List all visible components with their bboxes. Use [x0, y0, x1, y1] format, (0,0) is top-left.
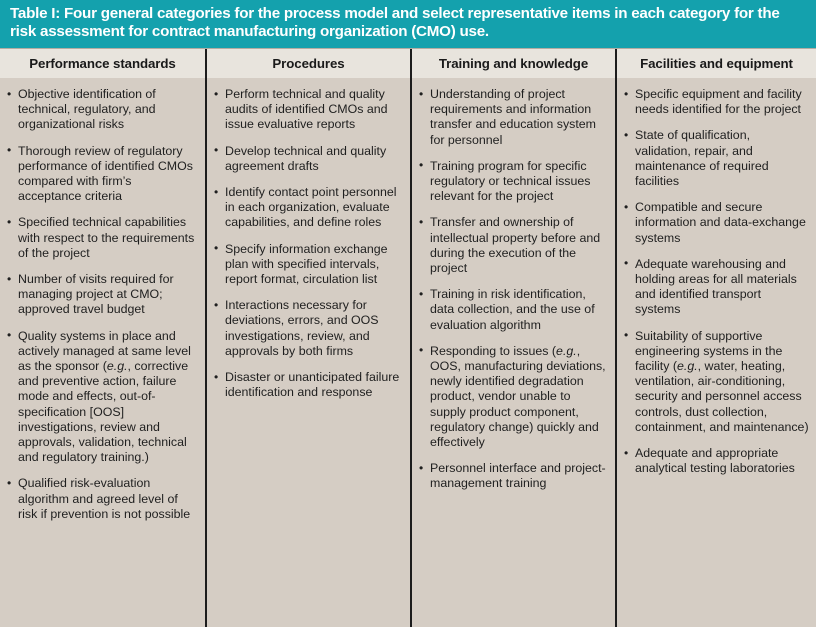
- bullet-item: • Perform technical and quality audits of identified CMOs and issue evaluative reports: [214, 87, 403, 133]
- bullet-item: • Specific equipment and facility needs identified for the project: [624, 87, 809, 117]
- bullet-item: • Number of visits required for managing project at CMO; approved travel budget: [7, 272, 198, 318]
- bullet-item: • Compatible and secure information and data-exchange systems: [624, 200, 809, 246]
- bullet-item: • Responding to issues (e.g., OOS, manufacturing deviations, newly identified degradation product, vendor unable to supply product component, regulatory change) quickly and effectively: [419, 344, 608, 450]
- column-body-facilities-and-equipment: [615, 78, 816, 627]
- bullet-list: [7, 87, 198, 522]
- bullet-item: • Objective identification of technical, regulatory, and organizational risks: [7, 87, 198, 133]
- bullet-item: • Suitability of supportive engineering systems in the facility (e.g., water, heating, ventilation, air-conditioning, security and personnel access controls, dust collection, containment, and maintenance): [624, 329, 809, 435]
- column-header-procedures: [205, 49, 410, 78]
- column-header-label: Procedures: [272, 56, 345, 71]
- bullet-item: • Specify information exchange plan with specified intervals, report format, circulation list: [214, 242, 403, 288]
- bullet-item: • State of qualification, validation, repair, and maintenance of required facilities: [624, 128, 809, 189]
- bullet-item: • Personnel interface and project-management training: [419, 461, 608, 491]
- bullet-item: • Training program for specific regulatory or technical issues relevant for the project: [419, 159, 608, 205]
- column-body-procedures: [205, 78, 410, 627]
- column-header-facilities-and-equipment: [615, 49, 816, 78]
- table-title: Table I: Four general categories for the process model and select representative items in each category for the risk assessment for contract manufacturing organization (CMO) use.: [10, 5, 780, 41]
- column-header-label: Performance standards: [29, 56, 176, 71]
- bullet-item: • Disaster or unanticipated failure identification and response: [214, 370, 403, 400]
- bullet-item: • Develop technical and quality agreement drafts: [214, 144, 403, 174]
- table-header-row: [0, 48, 816, 78]
- column-header-performance-standards: [0, 49, 205, 78]
- bullet-item: • Adequate and appropriate analytical testing laboratories: [624, 446, 809, 476]
- column-header-label: Training and knowledge: [438, 56, 589, 71]
- bullet-list: [419, 87, 608, 492]
- bullet-item: • Quality systems in place and actively managed at same level as the sponsor (e.g., corrective and preventive action, failure mode and effects, out-of-specification [OOS] investigations, review and approvals, validation, technical and regulatory training.): [7, 329, 198, 466]
- bullet-item: • Specified technical capabilities with respect to the requirements of the project: [7, 215, 198, 261]
- table-title-banner: [0, 0, 816, 48]
- table-body-row: [0, 78, 816, 627]
- bullet-item: • Understanding of project requirements and information transfer and education system for personnel: [419, 87, 608, 148]
- column-header-label: Facilities and equipment: [640, 56, 793, 71]
- bullet-item: • Training in risk identification, data collection, and the use of evaluation algorithm: [419, 287, 608, 333]
- bullet-item: • Adequate warehousing and holding areas for all materials and identified transport systems: [624, 257, 809, 318]
- bullet-item: • Transfer and ownership of intellectual property before and during the execution of the project: [419, 215, 608, 276]
- bullet-item: • Thorough review of regulatory performance of identified CMOs compared with firm’s acceptance criteria: [7, 144, 198, 205]
- bullet-item: • Qualified risk-evaluation algorithm and agreed level of risk if prevention is not possible: [7, 476, 198, 522]
- bullet-list: [214, 87, 403, 400]
- column-header-training-and-knowledge: [410, 49, 615, 78]
- bullet-list: [624, 87, 809, 476]
- column-body-training-and-knowledge: [410, 78, 615, 627]
- bullet-item: • Interactions necessary for deviations, errors, and OOS investigations, review, and approvals by both firms: [214, 298, 403, 359]
- column-body-performance-standards: [0, 78, 205, 627]
- bullet-item: • Identify contact point personnel in each organization, evaluate capabilities, and define roles: [214, 185, 403, 231]
